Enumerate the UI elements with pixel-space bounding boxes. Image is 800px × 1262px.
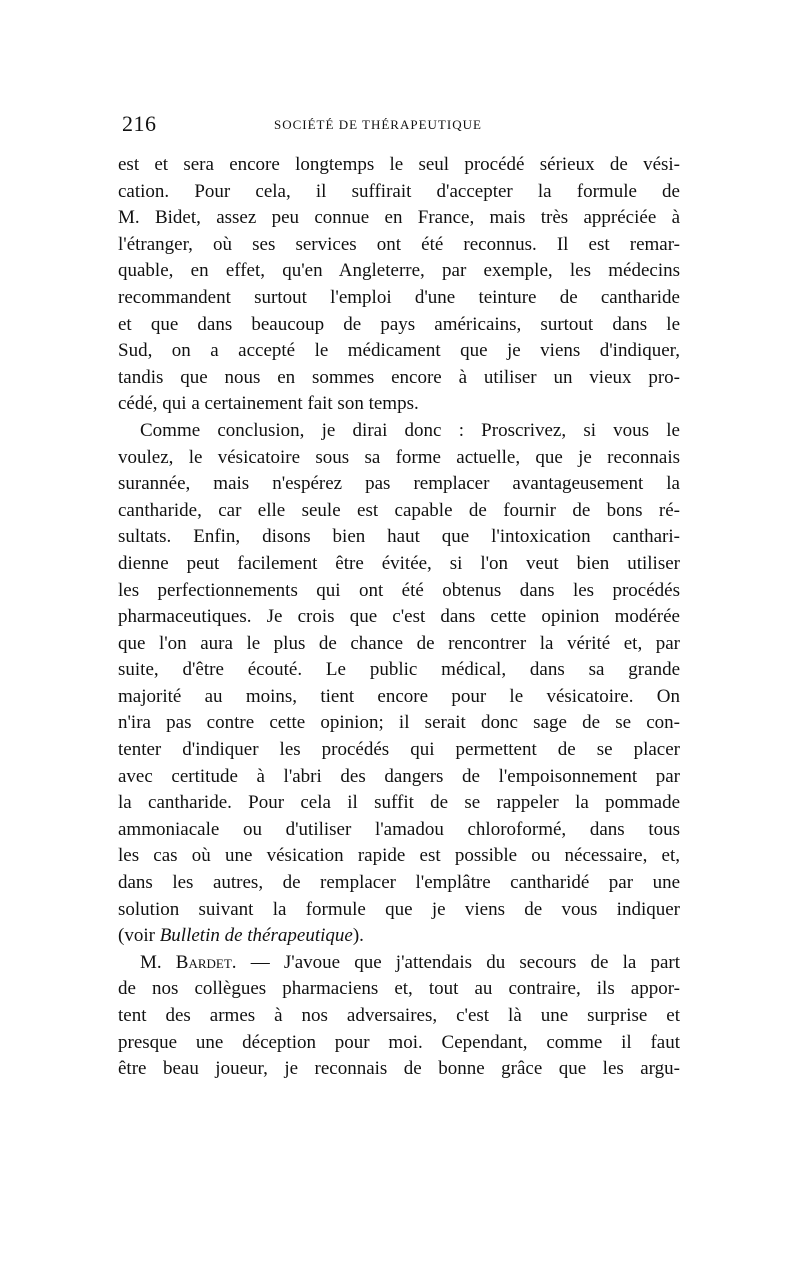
text-line: les perfectionnements qui ont été obtenus dans les procédés — [118, 579, 680, 601]
text-line: quable, en effet, qu'en Angleterre, par exemple, les médecins — [118, 260, 680, 282]
text-line: tandis que nous en sommes encore à utiliser un vieux pro- — [118, 366, 680, 388]
paragraph-conclusion — [118, 418, 680, 950]
running-title: SOCIÉTÉ DE THÉRAPEUTIQUE — [274, 117, 482, 132]
text-line: Sud, on a accepté le médicament que je viens d'indiquer, — [118, 340, 680, 362]
text-line: suite, d'être écouté. Le public médical, dans sa grande — [118, 659, 680, 681]
text-line: M. Bidet, assez peu connue en France, mais très appréciée à — [118, 207, 680, 229]
text-line: est et sera encore longtemps le seul procédé sérieux de vési- — [118, 154, 680, 175]
text-line: la cantharide. Pour cela il suffit de se rappeler la pommade — [118, 792, 680, 814]
text-line: surannée, mais n'espérez pas remplacer avantageusement la — [118, 473, 680, 495]
text-line: voulez, le vésicatoire sous sa forme actuelle, que je reconnais — [118, 446, 680, 468]
text-line: ammoniacale ou d'utiliser l'amadou chloroformé, dans tous — [118, 818, 680, 840]
text-line: les cas où une vésication rapide est possible ou nécessaire, et, — [118, 845, 680, 867]
text-line: Comme conclusion, je dirai donc : Proscrivez, si vous le — [140, 419, 680, 441]
text-line: dienne peut facilement être évitée, si l'on veut bien utiliser — [118, 552, 680, 574]
page-number: 216 — [122, 111, 157, 136]
text-line: presque une déception pour moi. Cependant, comme il faut — [118, 1031, 680, 1053]
text-line: recommandent surtout l'emploi d'une teinture de cantharide — [118, 286, 680, 308]
citation-title: Bulletin de thérapeutique — [159, 925, 353, 947]
text-line: pharmaceutiques. Je crois que c'est dans cette opinion modérée — [118, 606, 680, 628]
paragraph-continuation — [118, 152, 680, 418]
text-line: de nos collègues pharmaciens et, tout au contraire, ils appor- — [118, 978, 680, 1000]
text-line: cantharide, car elle seule est capable de fournir de bons ré- — [118, 499, 680, 521]
speaker-text: — J'avoue que j'attendais du secours de la part — [236, 951, 680, 973]
text-line: cation. Pour cela, il suffirait d'accepter la formule de — [118, 180, 680, 202]
text-line: et que dans beaucoup de pays américains, surtout dans le — [118, 313, 680, 335]
citation-prefix: (voir — [118, 925, 160, 947]
text-line: solution suivant la formule que je viens de vous indiquer — [118, 898, 680, 920]
speaker-name: M. Bardet. — [140, 951, 237, 973]
text-line: majorité au moins, tient encore pour le vésicatoire. On — [118, 685, 680, 707]
text-line-speaker — [118, 950, 680, 977]
text-line: tenter d'indiquer les procédés qui permettent de se placer — [118, 739, 680, 761]
text-line: cédé, qui a certainement fait son temps. — [118, 393, 419, 415]
citation-suffix: ). — [352, 925, 364, 947]
text-line: l'étranger, où ses services ont été reconnus. Il est remar- — [118, 233, 680, 255]
text-line-citation — [118, 923, 680, 950]
text-line: que l'on aura le plus de chance de rencontrer la vérité et, par — [118, 632, 680, 654]
text-line: avec certitude à l'abri des dangers de l'empoisonnement par — [118, 765, 680, 787]
paragraph-bardet — [118, 950, 680, 1083]
running-head — [122, 111, 680, 141]
text-line: sultats. Enfin, disons bien haut que l'intoxication canthari- — [118, 526, 680, 548]
body-text — [118, 152, 680, 1083]
text-line: tent des armes à nos adversaires, c'est là une surprise et — [118, 1005, 680, 1026]
text-line: dans les autres, de remplacer l'emplâtre cantharidé par une — [118, 872, 680, 894]
text-line: être beau joueur, je reconnais de bonne grâce que les argu- — [118, 1058, 680, 1080]
text-line: n'ira pas contre cette opinion; il serait donc sage de se con- — [118, 712, 680, 734]
